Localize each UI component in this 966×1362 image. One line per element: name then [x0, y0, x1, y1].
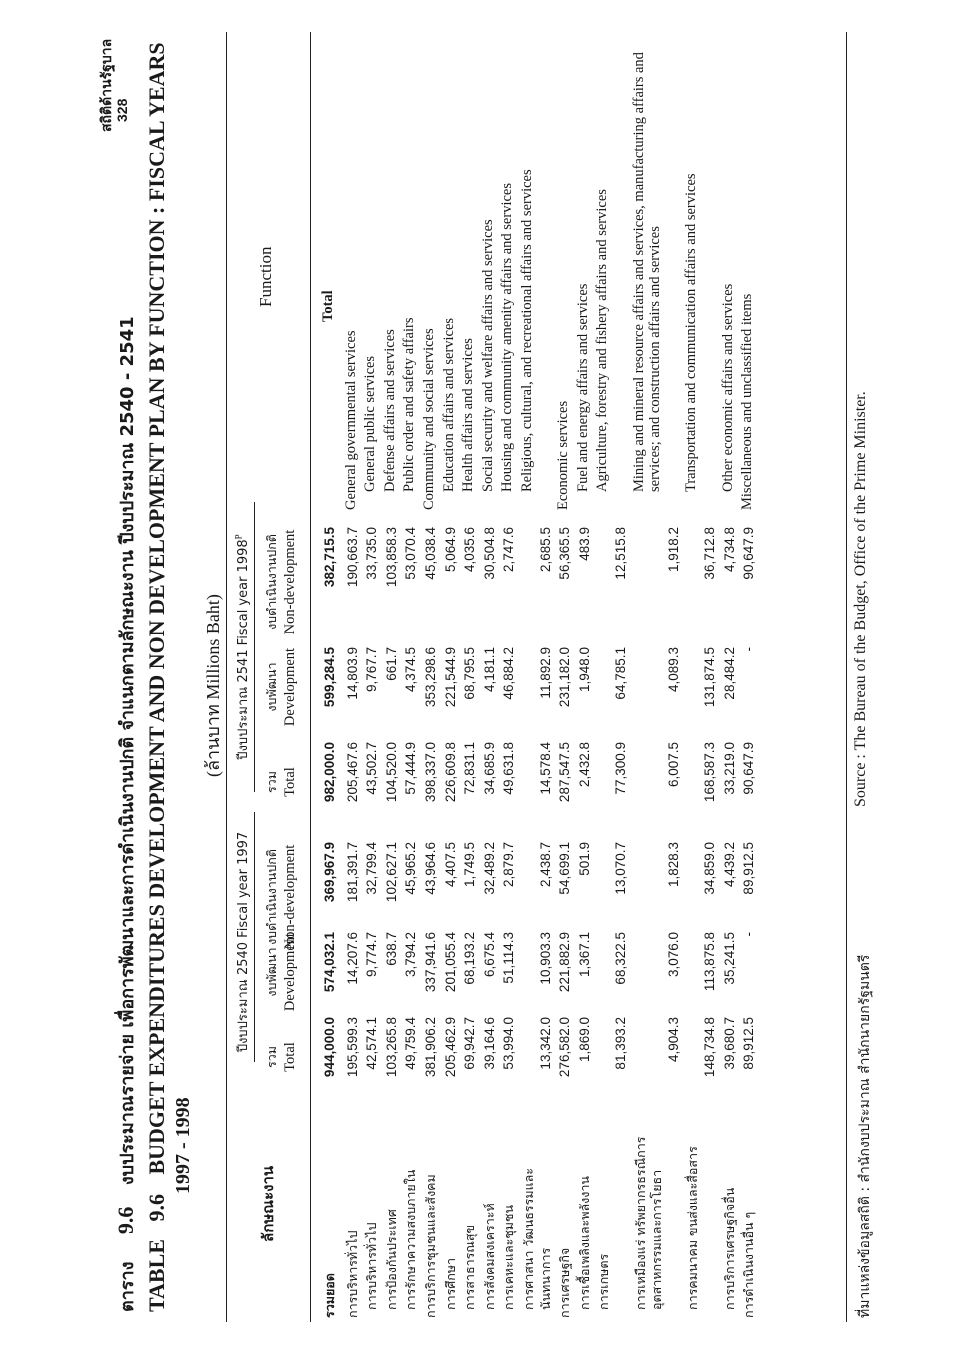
row-label-english: Defense affairs and services [381, 329, 398, 492]
cell-development-1998: - [741, 647, 757, 652]
row-label-english: Agriculture, forestry and fishery affairs and services [594, 189, 611, 492]
cell-non-development-1997: 54,699.1 [557, 842, 573, 895]
cell-non-development-1998: 12,515.8 [613, 527, 628, 580]
row-label-thai: รวมยอด [322, 1273, 337, 1318]
row-label-english: Social security and welfare affairs and services [479, 219, 496, 492]
row-label-english: Economic services [555, 400, 572, 510]
row-label-thai: การรักษาความสงบภายใน [403, 1169, 419, 1310]
cell-development-1998: 4,089.3 [665, 647, 681, 693]
cell-total-1998: 72,831.1 [462, 742, 478, 795]
cell-non-development-1997: 43,964.6 [423, 842, 438, 895]
header-non-development-1998-thai: งบดำเนินงานปกติ [264, 534, 279, 630]
cell-non-development-1998: 2,747.6 [501, 527, 517, 573]
cell-development-1997: 68,193.2 [462, 932, 478, 985]
header-development-1997-thai: งบพัฒนา [264, 947, 279, 997]
row-label-english: Other economic affairs and services [719, 283, 736, 492]
cell-development-1997: 221,882.9 [557, 932, 573, 993]
cell-non-development-1998: 382,715.5 [322, 527, 337, 588]
row-label-thai: การเชื้อเพลิงและพลังงาน [576, 1176, 592, 1310]
cell-non-development-1997: 4,407.5 [442, 842, 458, 888]
cell-non-development-1997: 34,859.0 [702, 842, 717, 895]
cell-total-1997: 276,582.0 [557, 1017, 573, 1078]
cell-development-1998: 1,948.0 [576, 647, 592, 693]
cell-total-1997: 42,574.1 [364, 1017, 380, 1070]
cell-development-1997: 9,774.7 [364, 932, 380, 978]
cell-total-1998: 104,520.0 [383, 742, 399, 803]
row-label-english: Religious, cultural, and recreational affairs and services [519, 169, 535, 492]
cell-non-development-1998: 56,365.5 [557, 527, 573, 580]
cell-total-1998: 77,300.9 [613, 742, 628, 795]
cell-total-1997: 205,462.9 [442, 1017, 458, 1078]
cell-development-1997: 35,241.5 [721, 932, 737, 985]
cell-non-development-1998: 103,858.3 [383, 527, 399, 588]
header-non-development-1997-thai: งบดำเนินงานปกติ [264, 849, 279, 945]
cell-total-1998: 287,547.5 [557, 742, 573, 803]
cell-development-1997: 638.7 [383, 932, 399, 966]
cell-development-1998: 131,874.5 [702, 647, 717, 708]
row-label-thai: การบริหารทั่วไป [344, 1230, 360, 1318]
cell-total-1998: 6,007.5 [665, 742, 681, 788]
cell-development-1997: 51,114.3 [501, 932, 517, 984]
cell-total-1997: 1,869.0 [576, 1017, 592, 1063]
header-group-1998-superscript: P [233, 534, 244, 540]
cell-total-1997: 39,680.7 [721, 1017, 737, 1070]
cell-total-1998: 398,337.0 [423, 742, 438, 803]
cell-total-1998: 33,219.0 [721, 742, 737, 795]
cell-non-development-1998: 190,663.7 [344, 527, 360, 588]
cell-total-1997: 381,906.2 [423, 1017, 438, 1078]
cell-total-1997: 81,393.2 [613, 1017, 628, 1070]
cell-non-development-1997: 89,912.5 [741, 842, 757, 895]
cell-development-1997: 10,903.3 [537, 932, 553, 985]
row-label-thai: การบริหารทั่วไป [364, 1222, 380, 1310]
row-label-english: Total [320, 290, 336, 322]
cell-development-1997: 574,032.1 [322, 932, 337, 993]
cell-development-1998: 46,884.2 [501, 647, 517, 700]
cell-non-development-1997: 32,799.4 [364, 842, 380, 895]
header-group-1997-text: ปีงบประมาณ 2540 Fiscal year 1997 [236, 831, 251, 1053]
row-label-english: Transportation and communication affairs and services [683, 173, 700, 492]
row-label-thai: การเหมืองแร่ ทรัพยากรธรณีการอุตสาหกรรมและการโยธา [632, 1136, 665, 1310]
cell-total-1998: 34,685.9 [481, 742, 497, 795]
cell-total-1998: 226,609.8 [442, 742, 458, 803]
cell-total-1998: 168,587.3 [702, 742, 717, 803]
cell-development-1998: 28,484.2 [721, 647, 737, 700]
cell-non-development-1997: 4,439.2 [721, 842, 737, 888]
page-number: 328 [114, 98, 130, 122]
row-label-thai: การบริการเศรษฐกิจอื่น [721, 1187, 737, 1310]
header-bottom-rule [310, 32, 311, 1322]
header-development-1998-thai: งบพัฒนา [264, 662, 279, 712]
cell-total-1998: 43,502.7 [364, 742, 380, 795]
cell-non-development-1997: 2,438.7 [537, 842, 553, 888]
cell-total-1997: 53,994.0 [501, 1017, 517, 1070]
cell-development-1997: 201,055.4 [442, 932, 458, 993]
cell-development-1998: 599,284.5 [322, 647, 337, 708]
cell-non-development-1997: 32,489.2 [481, 842, 497, 895]
header-development-1997-english: Development [282, 932, 298, 1012]
cell-development-1998: 14,803.9 [344, 647, 360, 700]
row-label-thai: การคมนาคม ขนส่งและสื่อสาร [685, 1146, 701, 1310]
cell-non-development-1997: 102,627.1 [383, 842, 399, 903]
cell-non-development-1997: 1,828.3 [665, 842, 681, 888]
row-label-english: Health affairs and services [460, 338, 477, 492]
cell-total-1998: 982,000.0 [322, 742, 337, 803]
cell-total-1998: 57,444.9 [403, 742, 419, 795]
group-1997-rule [254, 812, 255, 1062]
row-label-english: Mining and mineral resource affairs and services, manufacturing affairs and services; and construction affairs and services [630, 52, 664, 492]
cell-development-1998: 221,544.9 [442, 647, 458, 708]
row-label-thai: การบริการชุมชนและสังคม [423, 1174, 438, 1318]
table-top-rule [226, 32, 227, 1322]
cell-total-1997: 195,599.3 [344, 1017, 360, 1078]
cell-development-1997: 1,367.1 [576, 932, 592, 978]
cell-non-development-1997: 181,391.7 [344, 842, 360, 903]
source-english: Source : The Bureau of the Budget, Office of the Prime Minister. [852, 391, 869, 807]
cell-development-1997: 3,076.0 [665, 932, 681, 978]
row-label-english: Education affairs and services [440, 317, 457, 492]
cell-total-1998: 90,647.9 [741, 742, 757, 795]
cell-development-1998: 68,795.5 [462, 647, 478, 700]
cell-total-1998: 205,467.6 [344, 742, 360, 803]
cell-development-1998: 11,892.9 [537, 647, 553, 699]
cell-total-1997: 39,164.6 [481, 1017, 497, 1070]
cell-non-development-1997: 45,965.2 [403, 842, 419, 895]
cell-development-1998: 661.7 [383, 647, 399, 681]
cell-total-1997: 148,734.8 [702, 1017, 717, 1078]
row-label-english: Housing and community amenity affairs and services [499, 183, 516, 492]
cell-total-1998: 49,631.8 [501, 742, 517, 795]
row-label-english: Fuel and energy affairs and services [574, 283, 591, 492]
header-function-thai: ลักษณะงาน [259, 1165, 277, 1242]
cell-non-development-1998: 30,504.8 [481, 527, 497, 580]
cell-development-1997: - [741, 932, 757, 937]
cell-total-1997: 13,342.0 [537, 1017, 553, 1070]
header-total-1997-english: Total [282, 1042, 298, 1072]
cell-non-development-1998: 36,712.8 [702, 527, 717, 580]
row-label-english: General governmental services [342, 330, 359, 510]
cell-development-1998: 4,374.5 [403, 647, 419, 693]
cell-non-development-1998: 5,064.9 [442, 527, 458, 573]
header-non-development-1998-english: Non-development [282, 529, 298, 635]
cell-non-development-1997: 13,070.7 [613, 842, 628, 895]
cell-total-1997: 944,000.0 [322, 1017, 337, 1078]
header-total-1997-thai: รวม [264, 1046, 279, 1068]
row-label-thai: การศาสนา วัฒนธรรมและนันทนาการ [521, 1167, 553, 1310]
cell-development-1997: 6,675.4 [481, 932, 497, 978]
row-label-english: General public services [362, 355, 379, 492]
cell-total-1997: 89,912.5 [741, 1017, 757, 1070]
cell-development-1997: 14,207.6 [344, 932, 360, 985]
cell-total-1997: 4,904.3 [665, 1017, 681, 1063]
cell-development-1997: 3,794.2 [403, 932, 419, 978]
title-english-line: TABLE 9.6 BUDGET EXPENDITURES DEVELOPMENT AND NON DEVELOPMENT PLAN BY FUNCTION : FISCAL YEARS [144, 42, 169, 1312]
row-label-thai: การดำเนินงานอื่น ๆ [741, 1211, 757, 1318]
row-label-thai: การป้องกันประเทศ [383, 1209, 399, 1310]
header-function-english: Function [256, 246, 275, 307]
cell-non-development-1998: 1,918.2 [665, 527, 681, 573]
cell-non-development-1997: 369,967.9 [322, 842, 337, 903]
header-total-1998-english: Total [282, 767, 298, 797]
row-label-thai: การเกษตร [596, 1253, 612, 1310]
title-years: 1997 - 1998 [172, 1097, 194, 1194]
header-group-1998 [232, 512, 253, 782]
cell-non-development-1998: 4,035.6 [462, 527, 478, 573]
header-non-development-1997-english: Non-development [282, 844, 298, 950]
cell-non-development-1998: 2,685.5 [537, 527, 553, 573]
cell-non-development-1998: 45,038.4 [423, 527, 438, 580]
cell-development-1997: 113,875.8 [702, 932, 717, 992]
row-label-thai: การสังคมสงเคราะห์ [481, 1203, 497, 1310]
header-total-1998-thai: รวม [264, 771, 279, 793]
cell-total-1997: 69,942.7 [462, 1017, 478, 1070]
cell-development-1998: 4,181.1 [481, 647, 497, 693]
group-1998-rule [254, 502, 255, 792]
cell-non-development-1998: 4,734.8 [721, 527, 737, 573]
table-bottom-rule [846, 32, 847, 1322]
row-label-thai: การเศรษฐกิจ [557, 1247, 573, 1318]
cell-development-1997: 337,941.6 [423, 932, 438, 993]
header-group-1997 [232, 822, 253, 1062]
unit-label: (ล้านบาท Millions Baht) [203, 594, 223, 777]
cell-development-1998: 9,767.7 [364, 647, 380, 693]
row-label-thai: การสาธารณสุข [462, 1224, 478, 1310]
row-label-english: Public order and safety affairs [401, 317, 418, 492]
row-label-thai: การศึกษา [442, 1257, 458, 1310]
cell-non-development-1998: 483.9 [576, 527, 592, 561]
cell-total-1997: 103,265.8 [383, 1017, 399, 1078]
row-label-english: Miscellaneous and unclassified items [739, 293, 756, 510]
header-development-1998-english: Development [282, 647, 298, 727]
cell-total-1997: 49,759.4 [403, 1017, 419, 1070]
row-label-english: Community and social services [421, 328, 437, 510]
row-label-thai: การเคหะและชุมชน [501, 1204, 517, 1310]
cell-total-1998: 2,432.8 [576, 742, 592, 788]
section-header: สถิติด้านรัฐบาล [99, 38, 115, 132]
cell-non-development-1997: 2,879.7 [501, 842, 517, 888]
header-group-1998-text: ปีงบประมาณ 2541 Fiscal year 1998 [236, 539, 251, 760]
source-thai: ที่มาแหล่งข้อมูลสถิติ : สำนักงบประมาณ สำนักนายกรัฐมนตรี [857, 954, 873, 1318]
cell-non-development-1998: 33,735.0 [364, 527, 380, 580]
cell-development-1997: 68,322.5 [613, 932, 628, 985]
title-thai-line: ตาราง 9.6 งบประมาณรายจ่าย เพื่อการพัฒนาและการดำเนินงานปกติ จำแนกตามลักษณะงาน ปีงบประมาณ 2540 - 2541 [113, 316, 138, 1312]
cell-non-development-1998: 90,647.9 [741, 527, 757, 580]
cell-development-1998: 231,182.0 [557, 647, 573, 708]
cell-non-development-1997: 1,749.5 [462, 842, 478, 888]
cell-development-1998: 64,785.1 [613, 647, 628, 700]
cell-total-1998: 14,578.4 [537, 742, 553, 795]
cell-non-development-1997: 501.9 [576, 842, 592, 876]
cell-non-development-1998: 53,070.4 [403, 527, 419, 580]
cell-development-1998: 353,298.6 [423, 647, 438, 708]
